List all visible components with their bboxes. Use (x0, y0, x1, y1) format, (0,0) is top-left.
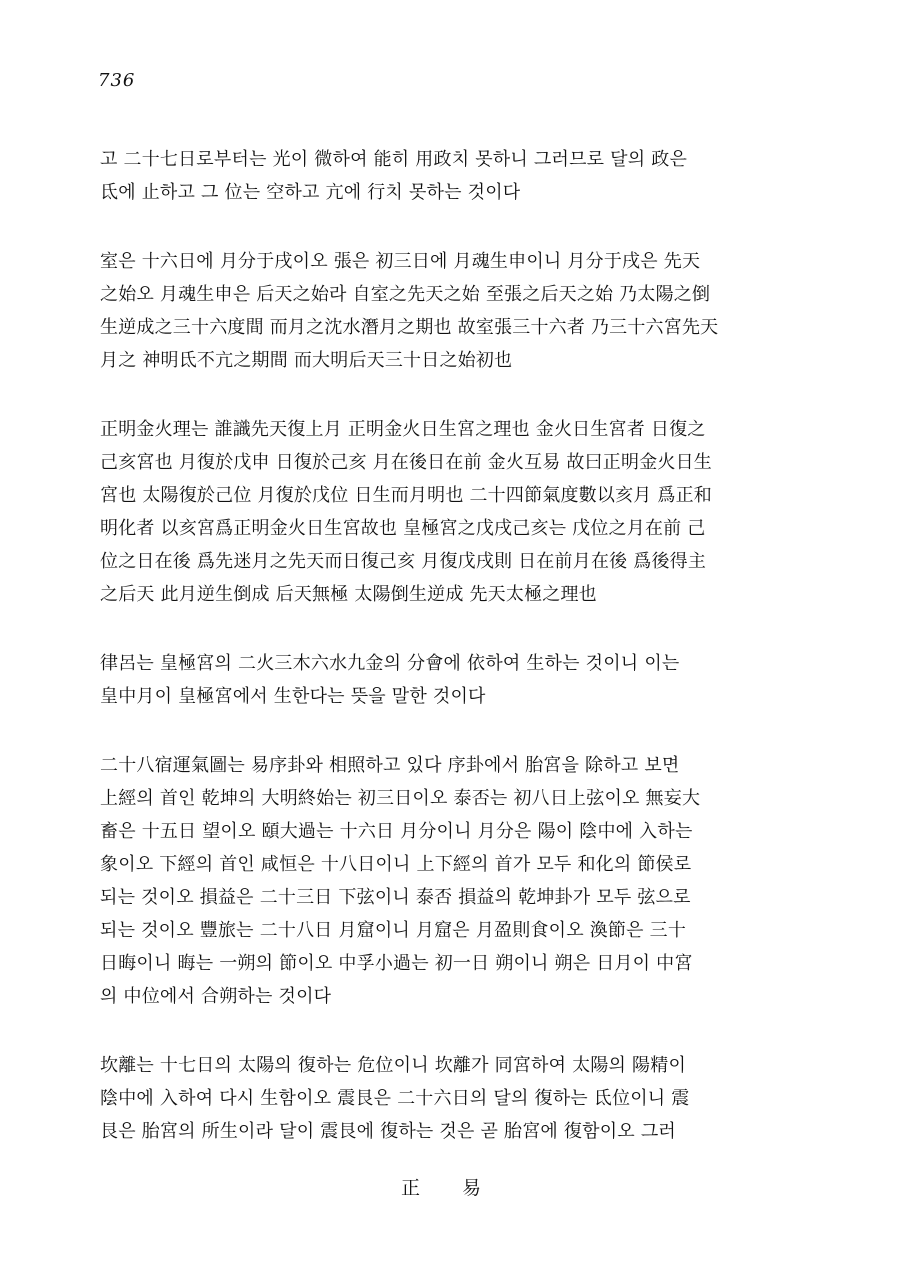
text-line: 己亥宮也 月復於戊申 日復於己亥 月在後日在前 金火互易 故曰正明金火日生 (100, 452, 713, 473)
text-line: 의 中位에서 合朔하는 것이다 (100, 986, 332, 1007)
paragraph-3 (100, 413, 760, 611)
text-line: 之始오 月魂生申은 后天之始라 自室之先天之始 至張之后天之始 乃太陽之倒 (100, 284, 711, 305)
text-line: 宮也 太陽復於己位 月復於戊位 日生而月明也 二十四節氣度數以亥月 爲正和 (100, 485, 713, 506)
page-footer: 正 易 (400, 1177, 500, 1199)
paragraph-5 (100, 749, 760, 1013)
text-line: 日晦이니 晦는 一朔의 節이오 中孚小過는 初一日 朔이니 朔은 日月이 中宮 (100, 953, 693, 974)
paragraph-4 (100, 647, 760, 713)
text-line: 陰中에 入하여 다시 生함이오 震艮은 二十六日의 달의 復하는 氐位이니 震 (100, 1088, 690, 1109)
document-body (100, 143, 760, 1184)
text-line: 되는 것이오 豐旅는 二十八日 月窟이니 月窟은 月盈則食이오 渙節은 三十 (100, 920, 687, 941)
text-line: 室은 十六日에 月分于戌이오 張은 初三日에 月魂生申이니 月分于戌은 先天 (100, 251, 701, 272)
text-line: 生逆成之三十六度間 而月之沈水潛月之期也 故室張三十六者 乃三十六宮先天 (100, 317, 719, 338)
text-line: 之后天 此月逆生倒成 后天無極 太陽倒生逆成 先天太極之理也 (100, 584, 597, 605)
text-line: 二十八宿運氣圖는 易序卦와 相照하고 있다 序卦에서 胎宮을 除하고 보면 (100, 755, 680, 776)
text-line: 明化者 以亥宮爲正明金火日生宮故也 皇極宮之戊戌己亥는 戊位之月在前 己 (100, 518, 706, 539)
text-line: 艮은 胎宮의 所生이라 달이 震艮에 復하는 것은 곧 胎宮에 復함이오 그러 (100, 1121, 676, 1142)
text-line: 月之 神明氐不亢之期間 而大明后天三十日之始初也 (100, 350, 513, 371)
paragraph-2 (100, 245, 760, 377)
text-line: 象이오 下經의 首인 咸恒은 十八日이니 上下經의 首가 모두 和化의 節侯로 (100, 854, 692, 875)
text-line: 氐에 止하고 그 位는 空하고 亢에 行치 못하는 것이다 (100, 182, 521, 203)
text-line: 皇中月이 皇極宮에서 生한다는 뜻을 말한 것이다 (100, 686, 486, 707)
text-line: 上經의 首인 乾坤의 大明終始는 初三日이오 泰否는 初八日上弦이오 無妄大 (100, 788, 701, 809)
paragraph-1 (100, 143, 760, 209)
paragraph-6 (100, 1049, 760, 1148)
text-line: 律呂는 皇極宮의 二火三木六水九金의 分會에 依하여 生하는 것이니 이는 (100, 653, 680, 674)
text-line: 되는 것이오 損益은 二十三日 下弦이니 泰否 損益의 乾坤卦가 모두 弦으로 (100, 887, 691, 908)
text-line: 位之日在後 爲先迷月之先天而日復己亥 月復戊戌則 日在前月在後 爲後得主 (100, 551, 707, 572)
text-line: 正明金火理는 誰識先天復上月 正明金火日生宮之理也 金火日生宮者 日復之 (100, 419, 706, 440)
page-number: 736 (98, 70, 136, 91)
text-line: 坎離는 十七日의 太陽의 復하는 危位이니 坎離가 同宮하여 太陽의 陽精이 (100, 1055, 687, 1076)
text-line: 畜은 十五日 望이오 頤大過는 十六日 月分이니 月分은 陽이 陰中에 入하는 (100, 821, 693, 842)
text-line: 고 二十七日로부터는 光이 微하여 能히 用政치 못하니 그러므로 달의 政은 (100, 149, 688, 170)
